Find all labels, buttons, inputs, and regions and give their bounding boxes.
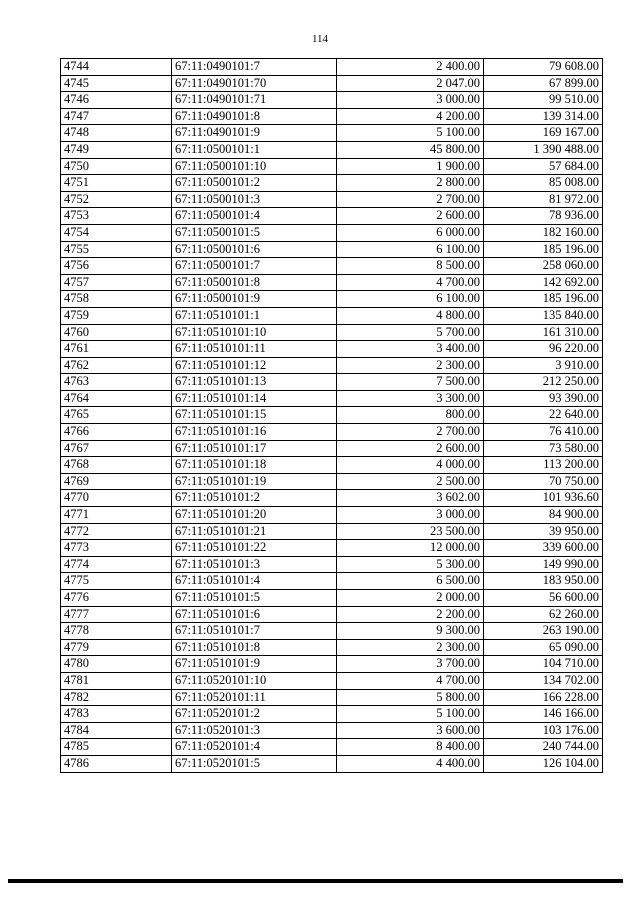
row-number-cell: 4785 <box>61 739 172 756</box>
row-number-cell: 4784 <box>61 722 172 739</box>
table-row <box>61 656 603 673</box>
row-number-cell: 4759 <box>61 307 172 324</box>
row-number-cell: 4781 <box>61 672 172 689</box>
row-number-cell: 4763 <box>61 374 172 391</box>
area-cell: 7 500.00 <box>337 374 484 391</box>
value-cell: 39 950.00 <box>484 523 603 540</box>
cadastral-number-cell: 67:11:0500101:9 <box>172 291 337 308</box>
table-row <box>61 457 603 474</box>
row-number-cell: 4755 <box>61 241 172 258</box>
cadastral-number-cell: 67:11:0500101:3 <box>172 191 337 208</box>
cadastral-number-cell: 67:11:0510101:9 <box>172 656 337 673</box>
table-row <box>61 125 603 142</box>
table-row <box>61 755 603 772</box>
area-cell: 3 700.00 <box>337 656 484 673</box>
cadastral-number-cell: 67:11:0510101:8 <box>172 639 337 656</box>
table-row <box>61 556 603 573</box>
row-number-cell: 4751 <box>61 175 172 192</box>
table-row <box>61 573 603 590</box>
cadastral-number-cell: 67:11:0520101:11 <box>172 689 337 706</box>
cadastral-number-cell: 67:11:0510101:17 <box>172 440 337 457</box>
cadastral-number-cell: 67:11:0510101:2 <box>172 490 337 507</box>
cadastral-number-cell: 67:11:0510101:1 <box>172 307 337 324</box>
value-cell: 169 167.00 <box>484 125 603 142</box>
row-number-cell: 4756 <box>61 258 172 275</box>
value-cell: 76 410.00 <box>484 424 603 441</box>
value-cell: 99 510.00 <box>484 92 603 109</box>
area-cell: 4 200.00 <box>337 108 484 125</box>
value-cell: 79 608.00 <box>484 59 603 76</box>
area-cell: 5 800.00 <box>337 689 484 706</box>
table-row <box>61 274 603 291</box>
row-number-cell: 4760 <box>61 324 172 341</box>
row-number-cell: 4768 <box>61 457 172 474</box>
cadastral-number-cell: 67:11:0510101:15 <box>172 407 337 424</box>
value-cell: 126 104.00 <box>484 755 603 772</box>
value-cell: 113 200.00 <box>484 457 603 474</box>
table-row <box>61 606 603 623</box>
row-number-cell: 4757 <box>61 274 172 291</box>
area-cell: 2 700.00 <box>337 424 484 441</box>
value-cell: 96 220.00 <box>484 341 603 358</box>
cadastral-number-cell: 67:11:0510101:12 <box>172 357 337 374</box>
table-row <box>61 341 603 358</box>
value-cell: 85 008.00 <box>484 175 603 192</box>
row-number-cell: 4783 <box>61 706 172 723</box>
area-cell: 800.00 <box>337 407 484 424</box>
row-number-cell: 4750 <box>61 158 172 175</box>
cadastral-number-cell: 67:11:0510101:22 <box>172 540 337 557</box>
area-cell: 4 700.00 <box>337 672 484 689</box>
table-row <box>61 75 603 92</box>
row-number-cell: 4776 <box>61 590 172 607</box>
table-row <box>61 706 603 723</box>
area-cell: 3 000.00 <box>337 507 484 524</box>
row-number-cell: 4777 <box>61 606 172 623</box>
cadastral-number-cell: 67:11:0520101:4 <box>172 739 337 756</box>
cadastral-value-table <box>60 58 603 773</box>
table-row <box>61 291 603 308</box>
value-cell: 142 692.00 <box>484 274 603 291</box>
value-cell: 84 900.00 <box>484 507 603 524</box>
row-number-cell: 4786 <box>61 755 172 772</box>
row-number-cell: 4771 <box>61 507 172 524</box>
value-cell: 166 228.00 <box>484 689 603 706</box>
table-row <box>61 390 603 407</box>
value-cell: 258 060.00 <box>484 258 603 275</box>
area-cell: 9 300.00 <box>337 623 484 640</box>
area-cell: 2 047.00 <box>337 75 484 92</box>
cadastral-number-cell: 67:11:0500101:2 <box>172 175 337 192</box>
area-cell: 3 400.00 <box>337 341 484 358</box>
area-cell: 2 700.00 <box>337 191 484 208</box>
value-cell: 183 950.00 <box>484 573 603 590</box>
table-row <box>61 92 603 109</box>
value-cell: 139 314.00 <box>484 108 603 125</box>
row-number-cell: 4765 <box>61 407 172 424</box>
cadastral-number-cell: 67:11:0510101:13 <box>172 374 337 391</box>
cadastral-number-cell: 67:11:0490101:7 <box>172 59 337 76</box>
area-cell: 4 400.00 <box>337 755 484 772</box>
cadastral-number-cell: 67:11:0510101:20 <box>172 507 337 524</box>
cadastral-number-cell: 67:11:0510101:6 <box>172 606 337 623</box>
cadastral-number-cell: 67:11:0500101:6 <box>172 241 337 258</box>
area-cell: 3 600.00 <box>337 722 484 739</box>
row-number-cell: 4747 <box>61 108 172 125</box>
cadastral-number-cell: 67:11:0510101:11 <box>172 341 337 358</box>
area-cell: 3 300.00 <box>337 390 484 407</box>
table-row <box>61 224 603 241</box>
area-cell: 3 602.00 <box>337 490 484 507</box>
table-row <box>61 407 603 424</box>
value-cell: 78 936.00 <box>484 208 603 225</box>
value-cell: 263 190.00 <box>484 623 603 640</box>
area-cell: 8 500.00 <box>337 258 484 275</box>
cadastral-number-cell: 67:11:0490101:9 <box>172 125 337 142</box>
value-cell: 56 600.00 <box>484 590 603 607</box>
area-cell: 2 600.00 <box>337 440 484 457</box>
value-cell: 3 910.00 <box>484 357 603 374</box>
value-cell: 103 176.00 <box>484 722 603 739</box>
value-cell: 70 750.00 <box>484 473 603 490</box>
area-cell: 6 500.00 <box>337 573 484 590</box>
cadastral-number-cell: 67:11:0500101:5 <box>172 224 337 241</box>
table-row <box>61 258 603 275</box>
value-cell: 65 090.00 <box>484 639 603 656</box>
area-cell: 2 300.00 <box>337 639 484 656</box>
row-number-cell: 4749 <box>61 141 172 158</box>
value-cell: 185 196.00 <box>484 241 603 258</box>
row-number-cell: 4752 <box>61 191 172 208</box>
cadastral-number-cell: 67:11:0510101:18 <box>172 457 337 474</box>
table-row <box>61 490 603 507</box>
cadastral-number-cell: 67:11:0490101:70 <box>172 75 337 92</box>
area-cell: 3 000.00 <box>337 92 484 109</box>
table-row <box>61 739 603 756</box>
row-number-cell: 4748 <box>61 125 172 142</box>
value-cell: 134 702.00 <box>484 672 603 689</box>
row-number-cell: 4773 <box>61 540 172 557</box>
value-cell: 339 600.00 <box>484 540 603 557</box>
row-number-cell: 4758 <box>61 291 172 308</box>
area-cell: 2 200.00 <box>337 606 484 623</box>
cadastral-number-cell: 67:11:0490101:71 <box>172 92 337 109</box>
value-cell: 1 390 488.00 <box>484 141 603 158</box>
row-number-cell: 4780 <box>61 656 172 673</box>
footer-rule <box>8 879 623 883</box>
area-cell: 6 100.00 <box>337 241 484 258</box>
value-cell: 81 972.00 <box>484 191 603 208</box>
table-row <box>61 357 603 374</box>
table-row <box>61 374 603 391</box>
table-row <box>61 241 603 258</box>
table-row <box>61 722 603 739</box>
value-cell: 146 166.00 <box>484 706 603 723</box>
value-cell: 22 640.00 <box>484 407 603 424</box>
cadastral-number-cell: 67:11:0500101:4 <box>172 208 337 225</box>
row-number-cell: 4775 <box>61 573 172 590</box>
cadastral-number-cell: 67:11:0500101:1 <box>172 141 337 158</box>
value-cell: 101 936.60 <box>484 490 603 507</box>
value-cell: 135 840.00 <box>484 307 603 324</box>
value-cell: 73 580.00 <box>484 440 603 457</box>
row-number-cell: 4753 <box>61 208 172 225</box>
cadastral-number-cell: 67:11:0510101:21 <box>172 523 337 540</box>
table-row <box>61 59 603 76</box>
area-cell: 4 000.00 <box>337 457 484 474</box>
table-row <box>61 672 603 689</box>
cadastral-number-cell: 67:11:0510101:19 <box>172 473 337 490</box>
cadastral-number-cell: 67:11:0520101:2 <box>172 706 337 723</box>
table-row <box>61 440 603 457</box>
table-row <box>61 689 603 706</box>
value-cell: 67 899.00 <box>484 75 603 92</box>
area-cell: 5 100.00 <box>337 706 484 723</box>
row-number-cell: 4744 <box>61 59 172 76</box>
area-cell: 5 300.00 <box>337 556 484 573</box>
table-row <box>61 175 603 192</box>
row-number-cell: 4762 <box>61 357 172 374</box>
area-cell: 2 000.00 <box>337 590 484 607</box>
value-cell: 149 990.00 <box>484 556 603 573</box>
cadastral-number-cell: 67:11:0510101:5 <box>172 590 337 607</box>
area-cell: 2 600.00 <box>337 208 484 225</box>
area-cell: 23 500.00 <box>337 523 484 540</box>
value-cell: 62 260.00 <box>484 606 603 623</box>
table-row <box>61 307 603 324</box>
cadastral-number-cell: 67:11:0520101:3 <box>172 722 337 739</box>
row-number-cell: 4766 <box>61 424 172 441</box>
row-number-cell: 4772 <box>61 523 172 540</box>
area-cell: 4 800.00 <box>337 307 484 324</box>
row-number-cell: 4745 <box>61 75 172 92</box>
cadastral-number-cell: 67:11:0500101:7 <box>172 258 337 275</box>
table-row <box>61 324 603 341</box>
row-number-cell: 4779 <box>61 639 172 656</box>
area-cell: 6 000.00 <box>337 224 484 241</box>
table-row <box>61 639 603 656</box>
row-number-cell: 4764 <box>61 390 172 407</box>
table-row <box>61 623 603 640</box>
cadastral-number-cell: 67:11:0510101:14 <box>172 390 337 407</box>
area-cell: 4 700.00 <box>337 274 484 291</box>
row-number-cell: 4754 <box>61 224 172 241</box>
row-number-cell: 4778 <box>61 623 172 640</box>
value-cell: 104 710.00 <box>484 656 603 673</box>
area-cell: 45 800.00 <box>337 141 484 158</box>
area-cell: 2 800.00 <box>337 175 484 192</box>
row-number-cell: 4761 <box>61 341 172 358</box>
area-cell: 6 100.00 <box>337 291 484 308</box>
table-row <box>61 424 603 441</box>
table-row <box>61 108 603 125</box>
row-number-cell: 4746 <box>61 92 172 109</box>
table-row <box>61 507 603 524</box>
table-row <box>61 540 603 557</box>
value-cell: 182 160.00 <box>484 224 603 241</box>
table-row <box>61 141 603 158</box>
cadastral-number-cell: 67:11:0490101:8 <box>172 108 337 125</box>
page-number: 114 <box>311 33 329 45</box>
cadastral-number-cell: 67:11:0520101:5 <box>172 755 337 772</box>
cadastral-number-cell: 67:11:0510101:4 <box>172 573 337 590</box>
cadastral-number-cell: 67:11:0500101:8 <box>172 274 337 291</box>
table-row <box>61 158 603 175</box>
area-cell: 5 100.00 <box>337 125 484 142</box>
area-cell: 2 300.00 <box>337 357 484 374</box>
area-cell: 1 900.00 <box>337 158 484 175</box>
cadastral-number-cell: 67:11:0510101:7 <box>172 623 337 640</box>
table-row <box>61 191 603 208</box>
area-cell: 2 400.00 <box>337 59 484 76</box>
row-number-cell: 4769 <box>61 473 172 490</box>
table-row <box>61 208 603 225</box>
area-cell: 12 000.00 <box>337 540 484 557</box>
value-cell: 240 744.00 <box>484 739 603 756</box>
row-number-cell: 4774 <box>61 556 172 573</box>
table-row <box>61 473 603 490</box>
row-number-cell: 4767 <box>61 440 172 457</box>
table-row <box>61 523 603 540</box>
row-number-cell: 4782 <box>61 689 172 706</box>
area-cell: 5 700.00 <box>337 324 484 341</box>
cadastral-number-cell: 67:11:0510101:16 <box>172 424 337 441</box>
cadastral-number-cell: 67:11:0500101:10 <box>172 158 337 175</box>
table-row <box>61 590 603 607</box>
value-cell: 185 196.00 <box>484 291 603 308</box>
value-cell: 57 684.00 <box>484 158 603 175</box>
area-cell: 2 500.00 <box>337 473 484 490</box>
area-cell: 8 400.00 <box>337 739 484 756</box>
table-body <box>61 59 603 773</box>
cadastral-number-cell: 67:11:0510101:3 <box>172 556 337 573</box>
cadastral-number-cell: 67:11:0510101:10 <box>172 324 337 341</box>
value-cell: 93 390.00 <box>484 390 603 407</box>
value-cell: 212 250.00 <box>484 374 603 391</box>
value-cell: 161 310.00 <box>484 324 603 341</box>
row-number-cell: 4770 <box>61 490 172 507</box>
cadastral-number-cell: 67:11:0520101:10 <box>172 672 337 689</box>
